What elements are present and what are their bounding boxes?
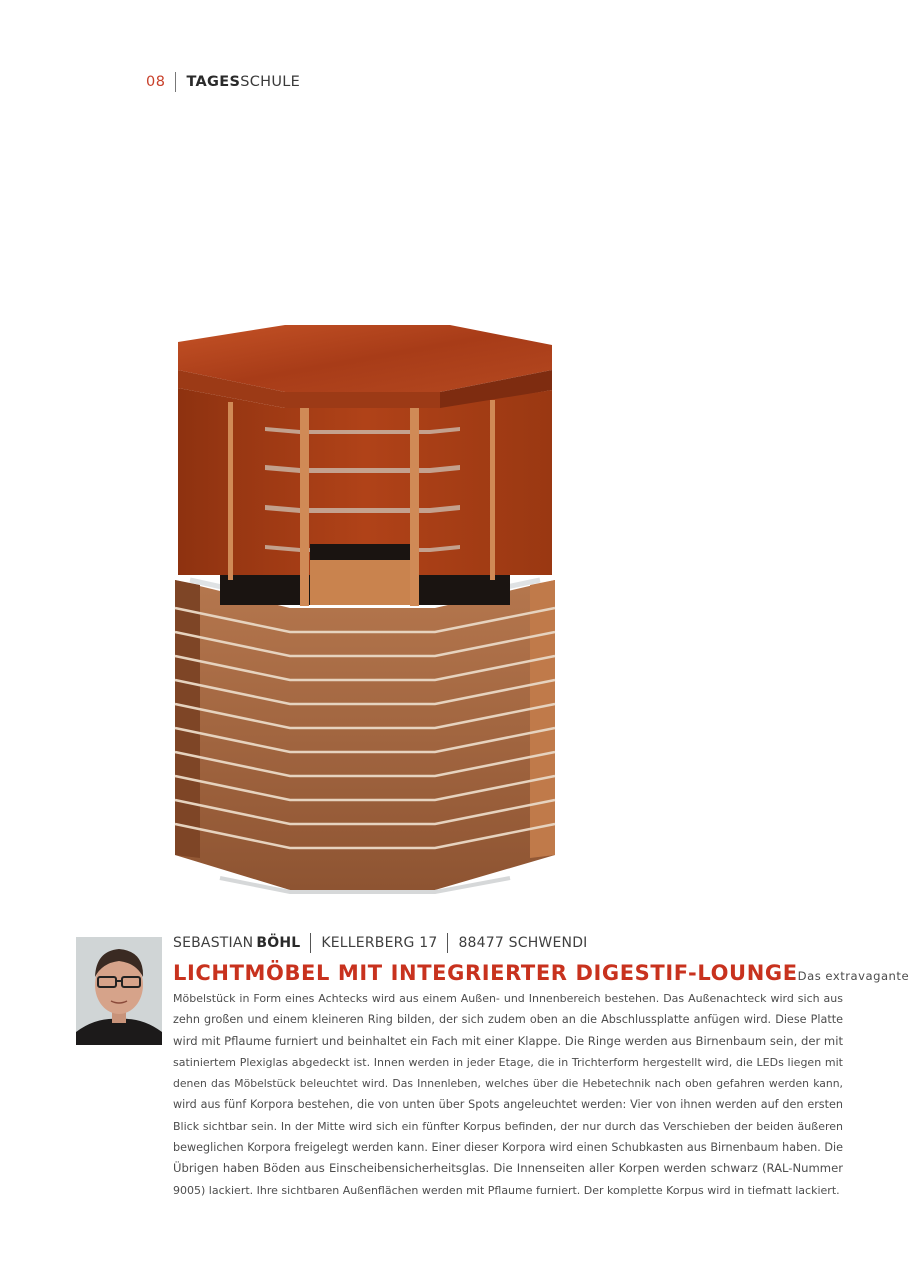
page-header [146, 71, 300, 93]
article-line: 9005) lackiert. Ihre sichtbaren Außenflächen werden mit Pflaume furniert. Der komplette Korpus wird in tiefmatt lackiert. [173, 1183, 840, 1197]
furniture-rendering [160, 310, 570, 900]
article-line: Übrigen haben Böden aus Einscheibensicherheitsglas. Die Innenseiten aller Korpen werden schwarz (RAL-Nummer [173, 1161, 843, 1176]
meta-divider [310, 933, 311, 953]
article-line: Blick sichtbar sein. In der Mitte wird sich ein fünfter Korpus befinden, der nur durch das Verschieben der beiden äußeren [173, 1119, 843, 1133]
article-first-line [173, 958, 909, 988]
header-divider [175, 72, 176, 92]
article-line: zehn großen und einem kleineren Ring bilden, der sich zudem oben an die Abschlussplatte anfügen wird. Diese Platte [173, 1013, 843, 1027]
article-line: beweglichen Korpora freigelegt werden kann. Einer dieser Korpora wird einen Schubkasten aus Birnenbaum haben. Die [173, 1141, 843, 1155]
author-info [173, 932, 588, 954]
author-portrait [76, 937, 162, 1045]
inner-body [178, 388, 552, 606]
article-line: denen das Möbelstück beleuchtet wird. Das Innenleben, welches über die Hebetechnik nach oben gefahren werden kann, [173, 1077, 843, 1091]
portrait-image [76, 937, 162, 1045]
article-line: Das extravagante [797, 969, 909, 983]
article-line: wird mit Pflaume furniert und beinhaltet ein Fach mit einer Klappe. Die Ringe werden aus Birnenbaum sein, der mit [173, 1033, 843, 1048]
author-street: KELLERBERG 17 [321, 935, 438, 951]
section-title-bold: TAGES [186, 74, 241, 90]
article-line: Möbelstück in Form eines Achtecks wird aus einem Außen- und Innenbereich bestehen. Das Außenachteck wird sich aus [173, 992, 843, 1005]
page-number: 08 [146, 74, 166, 90]
article-line: wird aus fünf Korpora bestehen, die von unten über Spots angeleuchtet werden: Vier von ihnen werden auf den ersten [173, 1098, 843, 1112]
author-first-name: SEBASTIAN [173, 935, 254, 951]
article-title: LICHTMÖBEL MIT INTEGRIERTER DIGESTIF-LOUNGE [173, 961, 798, 985]
section-title [186, 74, 300, 90]
meta-divider [447, 933, 448, 953]
outer-rings [175, 580, 555, 892]
author-city: 88477 SCHWENDI [458, 935, 588, 951]
article-line: satiniertem Plexiglas abgedeckt ist. Innen werden in jeder Etage, die in Trichterform hergestellt wird, die LEDs liegen mit [173, 1055, 843, 1069]
top-plate [178, 325, 552, 410]
article-body [173, 958, 909, 1201]
author-last-name: BÖHL [256, 935, 301, 951]
section-title-light: SCHULE [240, 74, 301, 90]
